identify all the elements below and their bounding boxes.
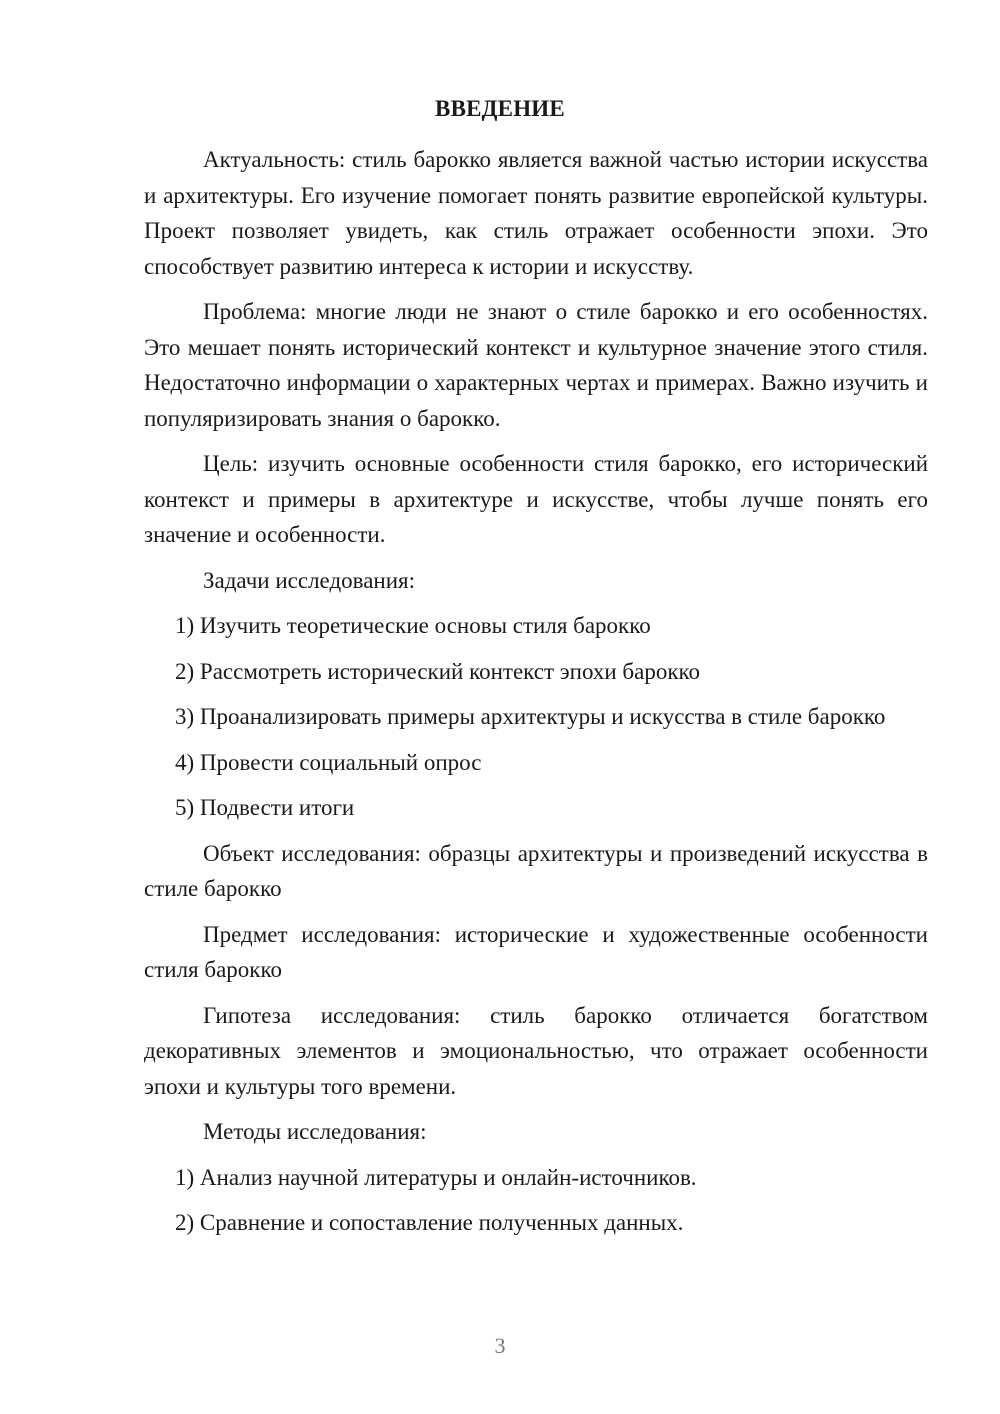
object-paragraph: Объект исследования: образцы архитектуры и произведений искусства в стиле барокко	[144, 840, 928, 901]
document-body	[144, 142, 928, 1251]
problem-paragraph: Проблема: многие люди не знают о стиле барокко и его особенностях. Это мешает понять исторический контекст и культурное значение этого стиля. Недостаточно информации о характерных чертах и примерах. Важно изучить и популяризировать знания о барокко.	[144, 299, 928, 431]
method-item-1: 1) Анализ научной литературы и онлайн-источников.	[175, 1164, 697, 1190]
goal-paragraph: Цель: изучить основные особенности стиля барокко, его исторический контекст и примеры в архитектуре и искусстве, чтобы лучше понять его значение и особенности.	[144, 451, 928, 547]
task-item-4: 4) Провести социальный опрос	[175, 749, 482, 775]
task-item-1: 1) Изучить теоретические основы стиля барокко	[175, 613, 651, 638]
task-item-3: 3) Проанализировать примеры архитектуры и искусства в стиле барокко	[175, 704, 886, 729]
page-title: ВВЕДЕНИЕ	[435, 96, 565, 121]
task-item-5: 5) Подвести итоги	[175, 795, 355, 820]
relevance-paragraph: Актуальность: стиль барокко является важной частью истории искусства и архитектуры. Его изучение помогает понять развитие европейской культуры. Проект позволяет увидеть, как стиль отражает особенности эпохи. Это способствует развитию интереса к истории и искусству.	[144, 147, 928, 279]
task-item-2: 2) Рассмотреть исторический контекст эпохи барокко	[175, 658, 701, 684]
method-item-2: 2) Сравнение и сопоставление полученных данных.	[175, 1210, 684, 1235]
hypothesis-paragraph: Гипотеза исследования: стиль барокко отличается богатством декоративных элементов и эмоциональностью, что отражает особенности эпохи и культуры того времени.	[144, 1002, 928, 1099]
methods-heading: Методы исследования:	[203, 1119, 427, 1144]
subject-paragraph: Предмет исследования: исторические и художественные особенности стиля барокко	[144, 921, 928, 982]
page-number: 3	[494, 1333, 506, 1358]
tasks-heading: Задачи исследования:	[203, 567, 416, 593]
